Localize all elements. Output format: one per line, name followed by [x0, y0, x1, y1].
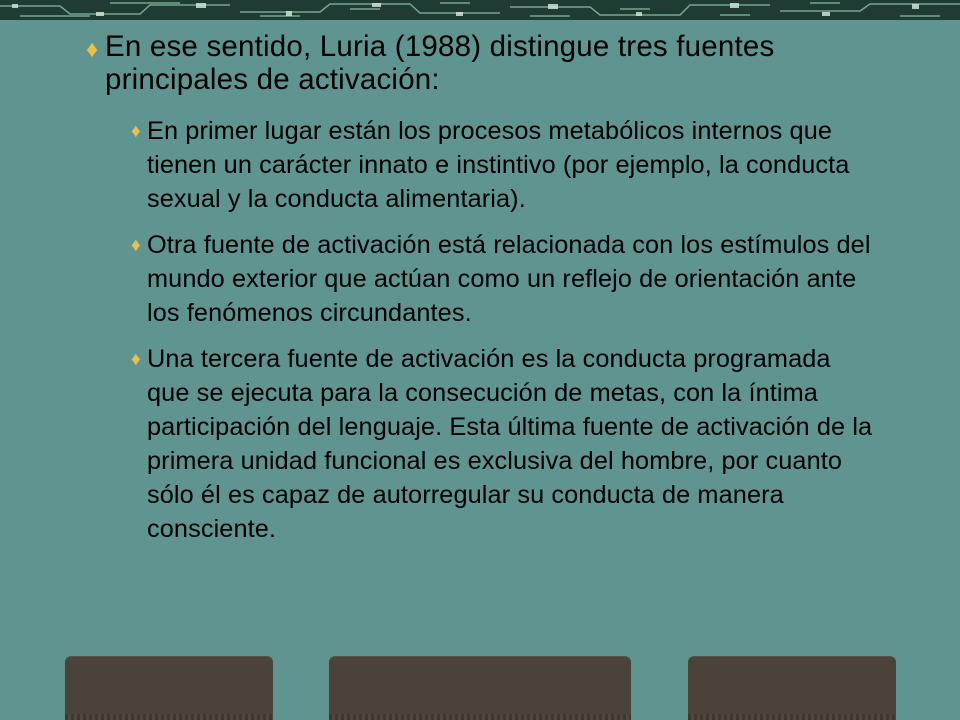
sub-bullet-item — [131, 342, 886, 546]
slide-content — [86, 30, 886, 558]
circuit-banner — [0, 0, 960, 20]
sub-point-text: Otra fuente de activación está relacionada con los estímulos del mundo exterior que actúan como un reflejo de orientación ante los fenómenos circundantes. — [147, 231, 871, 327]
diamond-bullet-icon: ♦ — [131, 235, 141, 256]
sub-point-text: En primer lugar están los procesos metabólicos internos que tienen un carácter innato e instintivo (por ejemplo, la conducta sexual y la conducta alimentaria). — [147, 117, 850, 213]
diamond-bullet-icon: ♦ — [86, 36, 99, 63]
footer-panel-right — [688, 656, 896, 720]
main-bullet-item — [86, 30, 886, 96]
sub-point-text: Una tercera fuente de activación es la conducta programada que se ejecuta para la consecución de metas, con la íntima participación del lenguaje. Esta última fuente de activación de la primera unidad funcional es exclusiva del hombre, por cuanto sólo él es capaz de autorregular su conducta de manera consciente. — [147, 345, 873, 543]
sub-bullet-item — [131, 228, 886, 330]
footer-panel-center — [329, 656, 631, 720]
circuit-pattern-icon — [0, 0, 960, 20]
sub-bullet-list — [131, 114, 886, 546]
diamond-bullet-icon: ♦ — [131, 349, 141, 370]
diamond-bullet-icon: ♦ — [131, 121, 141, 142]
footer-panel-left — [65, 656, 273, 720]
sub-bullet-item — [131, 114, 886, 216]
main-point-text: En ese sentido, Luria (1988) distingue tres fuentes principales de activación: — [105, 30, 775, 96]
